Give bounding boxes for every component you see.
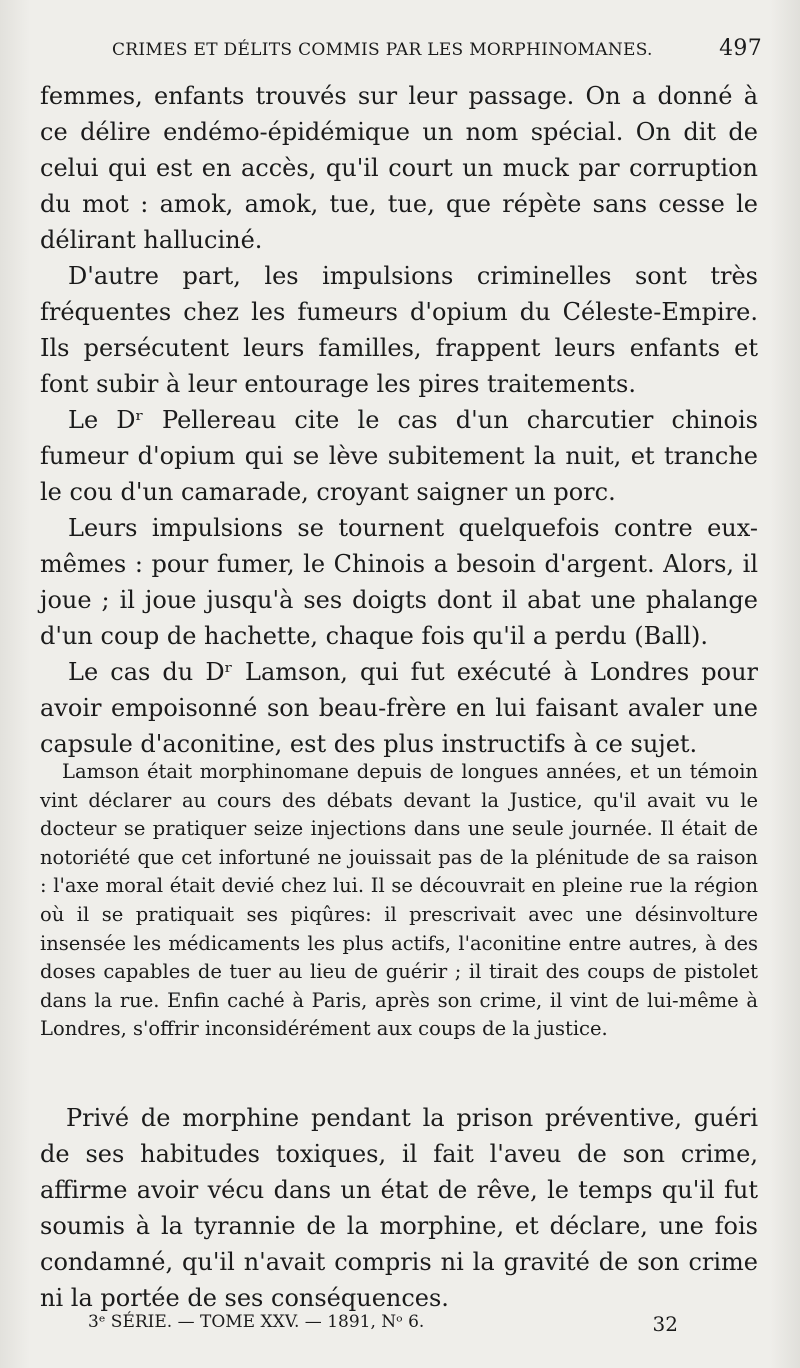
running-header: [112, 36, 762, 61]
series-info: 3ᵉ SÉRIE. — TOME XXV. — 1891, Nᵒ 6.: [88, 1312, 425, 1332]
running-title: CRIMES ET DÉLITS COMMIS PAR LES MORPHINOMANES.: [112, 40, 653, 60]
page-footer: [88, 1312, 678, 1336]
main-text: [40, 78, 758, 762]
paragraph: Le cas du Dʳ Lamson, qui fut exécuté à Londres pour avoir empoisonné son beau-frère en lui faisant avaler une capsule d'aconitine, est des plus instructifs à ce sujet.: [40, 658, 758, 758]
paragraph: femmes, enfants trouvés sur leur passage. On a donné à ce délire endémo-épidémique un nom spécial. On dit de celui qui est en accès, qu'il court un muck par corruption du mot : amok, amok, tue, tue, que répète sans cesse le délirant halluciné.: [40, 82, 758, 254]
paragraph: Le Dʳ Pellereau cite le cas d'un charcutier chinois fumeur d'opium qui se lève subitement la nuit, et tranche le cou d'un camarade, croyant saigner un porc.: [40, 406, 758, 506]
quote-text: Lamson était morphinomane depuis de longues années, et un témoin vint déclarer au cours des débats devant la Justice, qu'il avait vu le docteur se pratiquer seize injections dans une seule journée. Il était de notoriété que cet infortuné ne jouissait pas de la plénitude de sa raison : l'axe moral était devié chez lui. Il se découvrait en pleine rue la région où il se pratiquait ses piqûres: il prescrivait avec une désinvolture insensée les médicaments les plus actifs, l'aconitine entre autres, à des doses capables de tuer au lieu de guérir ; il tirait des coups de pistolet dans la rue. Enfin caché à Paris, après son crime, il vint de lui-même à Londres, s'offrir inconsidérément aux coups de la justice.: [40, 760, 758, 1041]
paragraph: D'autre part, les impulsions criminelles sont très fréquentes chez les fumeurs d'opium du Céleste-Empire. Ils persécutent leurs familles, frappent leurs enfants et font subir à leur entourage les pires traitements.: [40, 262, 758, 398]
signature-mark: 32: [652, 1312, 678, 1336]
quoted-passage: [40, 758, 758, 1044]
paragraph: Privé de morphine pendant la prison préventive, guéri de ses habitudes toxiques, il fait l'aveu de son crime, affirme avoir vécu dans un état de rêve, le temps qu'il fut soumis à la tyrannie de la morphine, et déclare, une fois condamné, qu'il n'avait compris ni la gravité de son crime ni la portée de ses conséquences.: [40, 1104, 758, 1312]
closing-text: [40, 1100, 758, 1316]
page-number: 497: [719, 36, 762, 61]
paragraph: Leurs impulsions se tournent quelquefois contre eux-mêmes : pour fumer, le Chinois a besoin d'argent. Alors, il joue ; il joue jusqu'à ses doigts dont il abat une phalange d'un coup de hachette, chaque fois qu'il a perdu (Ball).: [40, 514, 758, 650]
